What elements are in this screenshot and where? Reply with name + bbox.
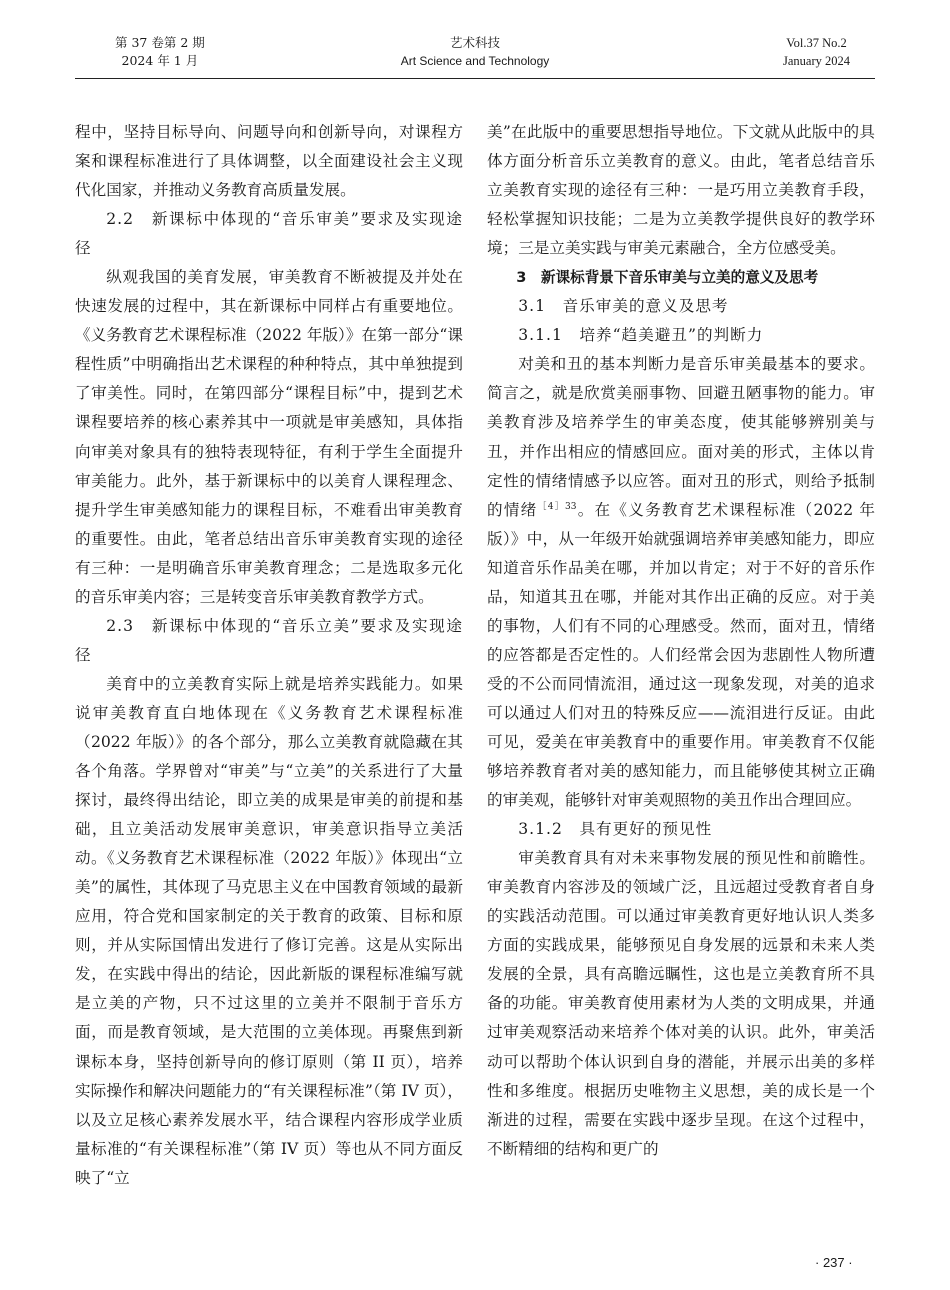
paragraph: 美”在此版中的重要思想指导地位。下文就从此版中的具体方面分析音乐立美教育的意义。由此，笔者总结音乐立美教育实现的途径有三种：一是巧用立美教育手段，轻松掌握知识技能；二是为立美教学提供良好的教学环境；三是立美实践与审美元素融合，全方位感受美。: [487, 123, 875, 258]
right-column: [487, 118, 875, 1164]
issue-date: 2024 年 1 月: [121, 53, 199, 68]
paragraph: 审美教育具有对未来事物发展的预见性和前瞻性。审美教育内容涉及的领域广泛，且远超过受教育者自身的实践活动范围。可以通过审美教育更好地认识人类多方面的实践成果，能够预见自身发展的远景和未来人类发展的全景，具有高瞻远瞩性，这也是立美教育所不具备的功能。审美教育使用素材为人类的文明成果，并通过审美观察活动来培养个体对美的认识。此外，审美活动可以帮助个体认识到自身的潜能，并展示出美的多样性和多维度。根据历史唯物主义思想，美的成长是一个渐进的过程，需要在实践中逐步呈现。在这个过程中，不断精细的结构和更广的: [487, 849, 875, 1158]
date-en: January 2024: [783, 54, 850, 68]
section-heading-3-1-2: 3.1.2 具有更好的预见性: [518, 820, 713, 839]
paragraph: 程中，坚持目标导向、问题导向和创新导向，对课程方案和课程标准进行了具体调整，以全面建设社会主义现代化国家，并推动义务教育高质量发展。: [75, 123, 463, 200]
journal-title-en: Art Science and Technology: [400, 54, 550, 68]
paragraph: 纵观我国的美育发展，审美教育不断被提及并处在快速发展的过程中，其在新课标中同样占有重要地位。《义务教育艺术课程标准（2022 年版）》在第一部分“课程性质”中明确指出艺术课程的种种特点，其中单独提到了审美性。同时，在第四部分“课程目标”中，提到艺术课程要培养的核心素养其中一项就是审美感知，具体指向审美对象具有的独特表现特征，有利于学生全面提升审美能力。此外，基于新课标中的以美育人课程理念、提升学生审美感知能力的课程目标，不难看出审美教育的重要性。由此，笔者总结出音乐审美教育实现的途径有三种：一是明确音乐审美教育理念；二是选取多元化的音乐审美内容；三是转变音乐审美教育教学方式。: [75, 268, 463, 606]
left-column: [75, 118, 463, 1193]
section-heading-3: 3 新课标背景下音乐审美与立美的意义及思考: [516, 269, 819, 287]
volume-issue: 第 37 卷第 2 期: [115, 35, 205, 50]
running-header: [75, 34, 875, 78]
section-heading-3-1-1: 3.1.1 培养“趋美避丑”的判断力: [518, 326, 764, 345]
header-rule: [75, 78, 875, 79]
text-run: 对美和丑的基本判断力是音乐审美最基本的要求。简言之，就是欣赏美丽事物、回避丑陋事物的能力。审美教育涉及培养学生的审美态度，使其能够辨别美与丑，并作出相应的情感回应。面对美的形式，主体以肯定性的情绪情感予以应答。面对丑的形式，则给予抵制的情绪: [487, 355, 875, 519]
paragraph: 美育中的立美教育实际上就是培养实践能力。如果说审美教育直白地体现在《义务教育艺术课程标准（2022 年版）》的各个部分，那么立美教育就隐藏在其各个角落。学界曾对“审美”与“立美”的关系进行了大量探讨，最终得出结论，即立美的成果是审美的前提和基础，且立美活动发展审美意识，审美意识指导立美活动。《义务教育艺术课程标准（2022 年版）》体现出“立美”的属性，其体现了马克思主义在中国教育领域的最新应用，符合党和国家制定的关于教育的政策、目标和原则，并从实际国情出发进行了修订完善。这是从实际出发，在实践中得出的结论，因此新版的课程标准编写就是立美的产物，只不过这里的立美并不限制于音乐方面，而是教育领域，是大范围的立美体现。再聚焦到新课标本身，坚持创新导向的修订原则（第 II 页），培养实际操作和解决问题能力的“有关课程标准”（第 IV 页），以及立足核心素养发展水平，结合课程内容形成学业质量标准的“有关课程标准”（第 IV 页）等也从不同方面反映了“立: [75, 674, 463, 1187]
page-number: · 237 ·: [815, 1255, 853, 1270]
citation-ref: ［4］33: [537, 501, 577, 512]
text-run: 。在《义务教育艺术课程标准（2022 年版）》中，从一年级开始就强调培养审美感知能力，即应知道音乐作品美在哪，并加以肯定；对于不好的音乐作品，知道其丑在哪，并能对其作出正确的反应。对于美的事物，人们有不同的心理感受。然而，面对丑，情绪的应答都是否定性的。人们经常会因为悲剧性人物所遭受的不公而同情流泪，通过这一现象发现，对美的追求可以通过人们对丑的特殊反应——流泪进行反证。由此可见，爱美在审美教育中的重要作用。审美教育不仅能够培养教育者对美的感知能力，而且能够使其树立正确的审美观，能够针对审美观照物的美丑作出合理回应。: [487, 500, 875, 810]
paragraph: [487, 350, 875, 815]
section-heading-2-2: 2.2 新课标中体现的“音乐审美”要求及实现途径: [75, 210, 463, 258]
journal-title-cn: 艺术科技: [449, 35, 500, 50]
journal-title: [75, 34, 875, 70]
section-heading-2-3: 2.3 新课标中体现的“音乐立美”要求及实现途径: [75, 616, 463, 664]
section-heading-3-1: 3.1 音乐审美的意义及思考: [518, 297, 729, 316]
volume-no-en: Vol.37 No.2: [786, 36, 847, 50]
volume-info-en: [783, 34, 850, 70]
